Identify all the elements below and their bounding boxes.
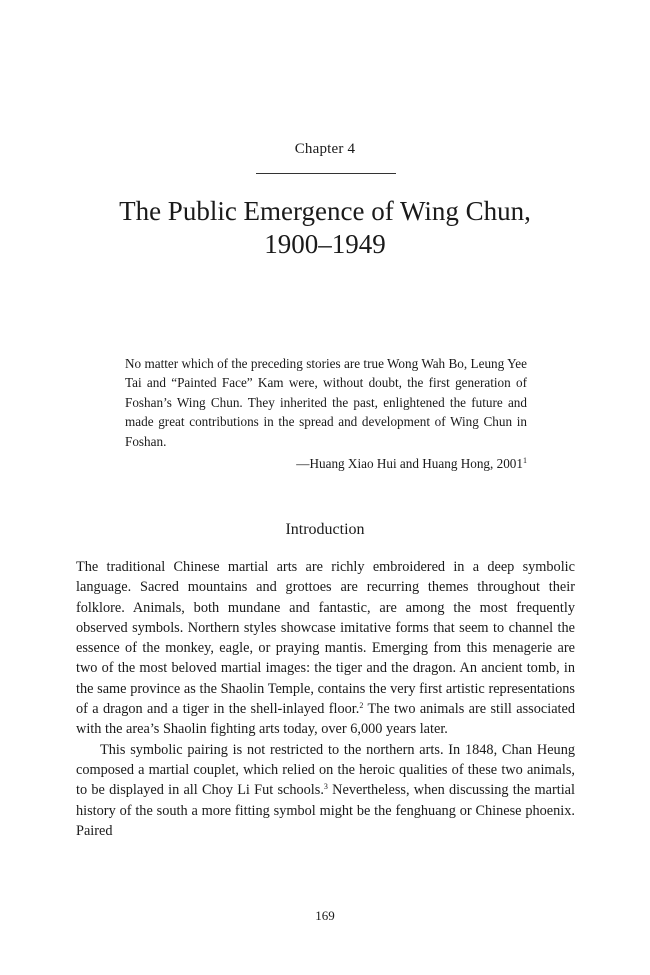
paragraph-2-part-a: This symbolic pairing is not restricted to the northern arts. In 1848, Chan Heung composed a martial couplet, which relied on the heroic qualities of these two animals, to be displayed in all Choy Li Fut schools. [76,741,575,799]
epigraph-attribution-text: —Huang Xiao Hui and Huang Hong, 2001 [296,456,523,471]
epigraph-quote: No matter which of the preceding stories are true Wong Wah Bo, Leung Yee Tai and “Painted Face” Kam were, without doubt, the first generation of Foshan’s Wing Chun. They inherited the past, enlightened the future and made great contributions in the spread and development of Wing Chun in Foshan. [125,356,527,449]
body-text [76,557,575,841]
chapter-title-line-2: 1900–1949 [264,229,386,259]
chapter-divider [256,173,396,174]
chapter-title [0,195,650,261]
paragraph-2-part-b: Nevertheless, when discussing the martial history of the south a more fitting symbol might be the fenghuang or Chinese phoenix. Paired [76,782,576,839]
paragraph-1-part-b: The two animals are still associated with the area’s Shaolin fighting arts today, over 6,000 years later. [76,701,576,738]
footnote-marker-3: 3 [323,782,328,792]
footnote-marker-2: 2 [359,701,364,711]
paragraph-1-part-a: The traditional Chinese martial arts are richly embroidered in a deep symbolic language. Sacred mountains and grottoes are recurring themes throughout their folklore. Animals, both mundane and fantastic, are among the most frequently observed symbols. Northern styles showcase imitative forms that seem to channel the essence of the monkey, eagle, or praying mantis. Emerging from this menagerie are two of the most beloved martial images: the tiger and the dragon. An ancient tomb, in the same province as the Shaolin Temple, contains the very first artistic representations of a dragon and a tiger in the shell-inlayed floor. [76,559,575,718]
chapter-title-line-1: The Public Emergence of Wing Chun, [119,196,531,226]
footnote-marker-1: 1 [523,456,527,465]
section-heading: Introduction [285,521,365,538]
epigraph-attribution [125,454,527,473]
paragraph-1 [76,557,575,740]
chapter-label: Chapter 4 [294,141,356,157]
paragraph-2 [76,740,575,841]
page-number: 169 [315,908,335,923]
